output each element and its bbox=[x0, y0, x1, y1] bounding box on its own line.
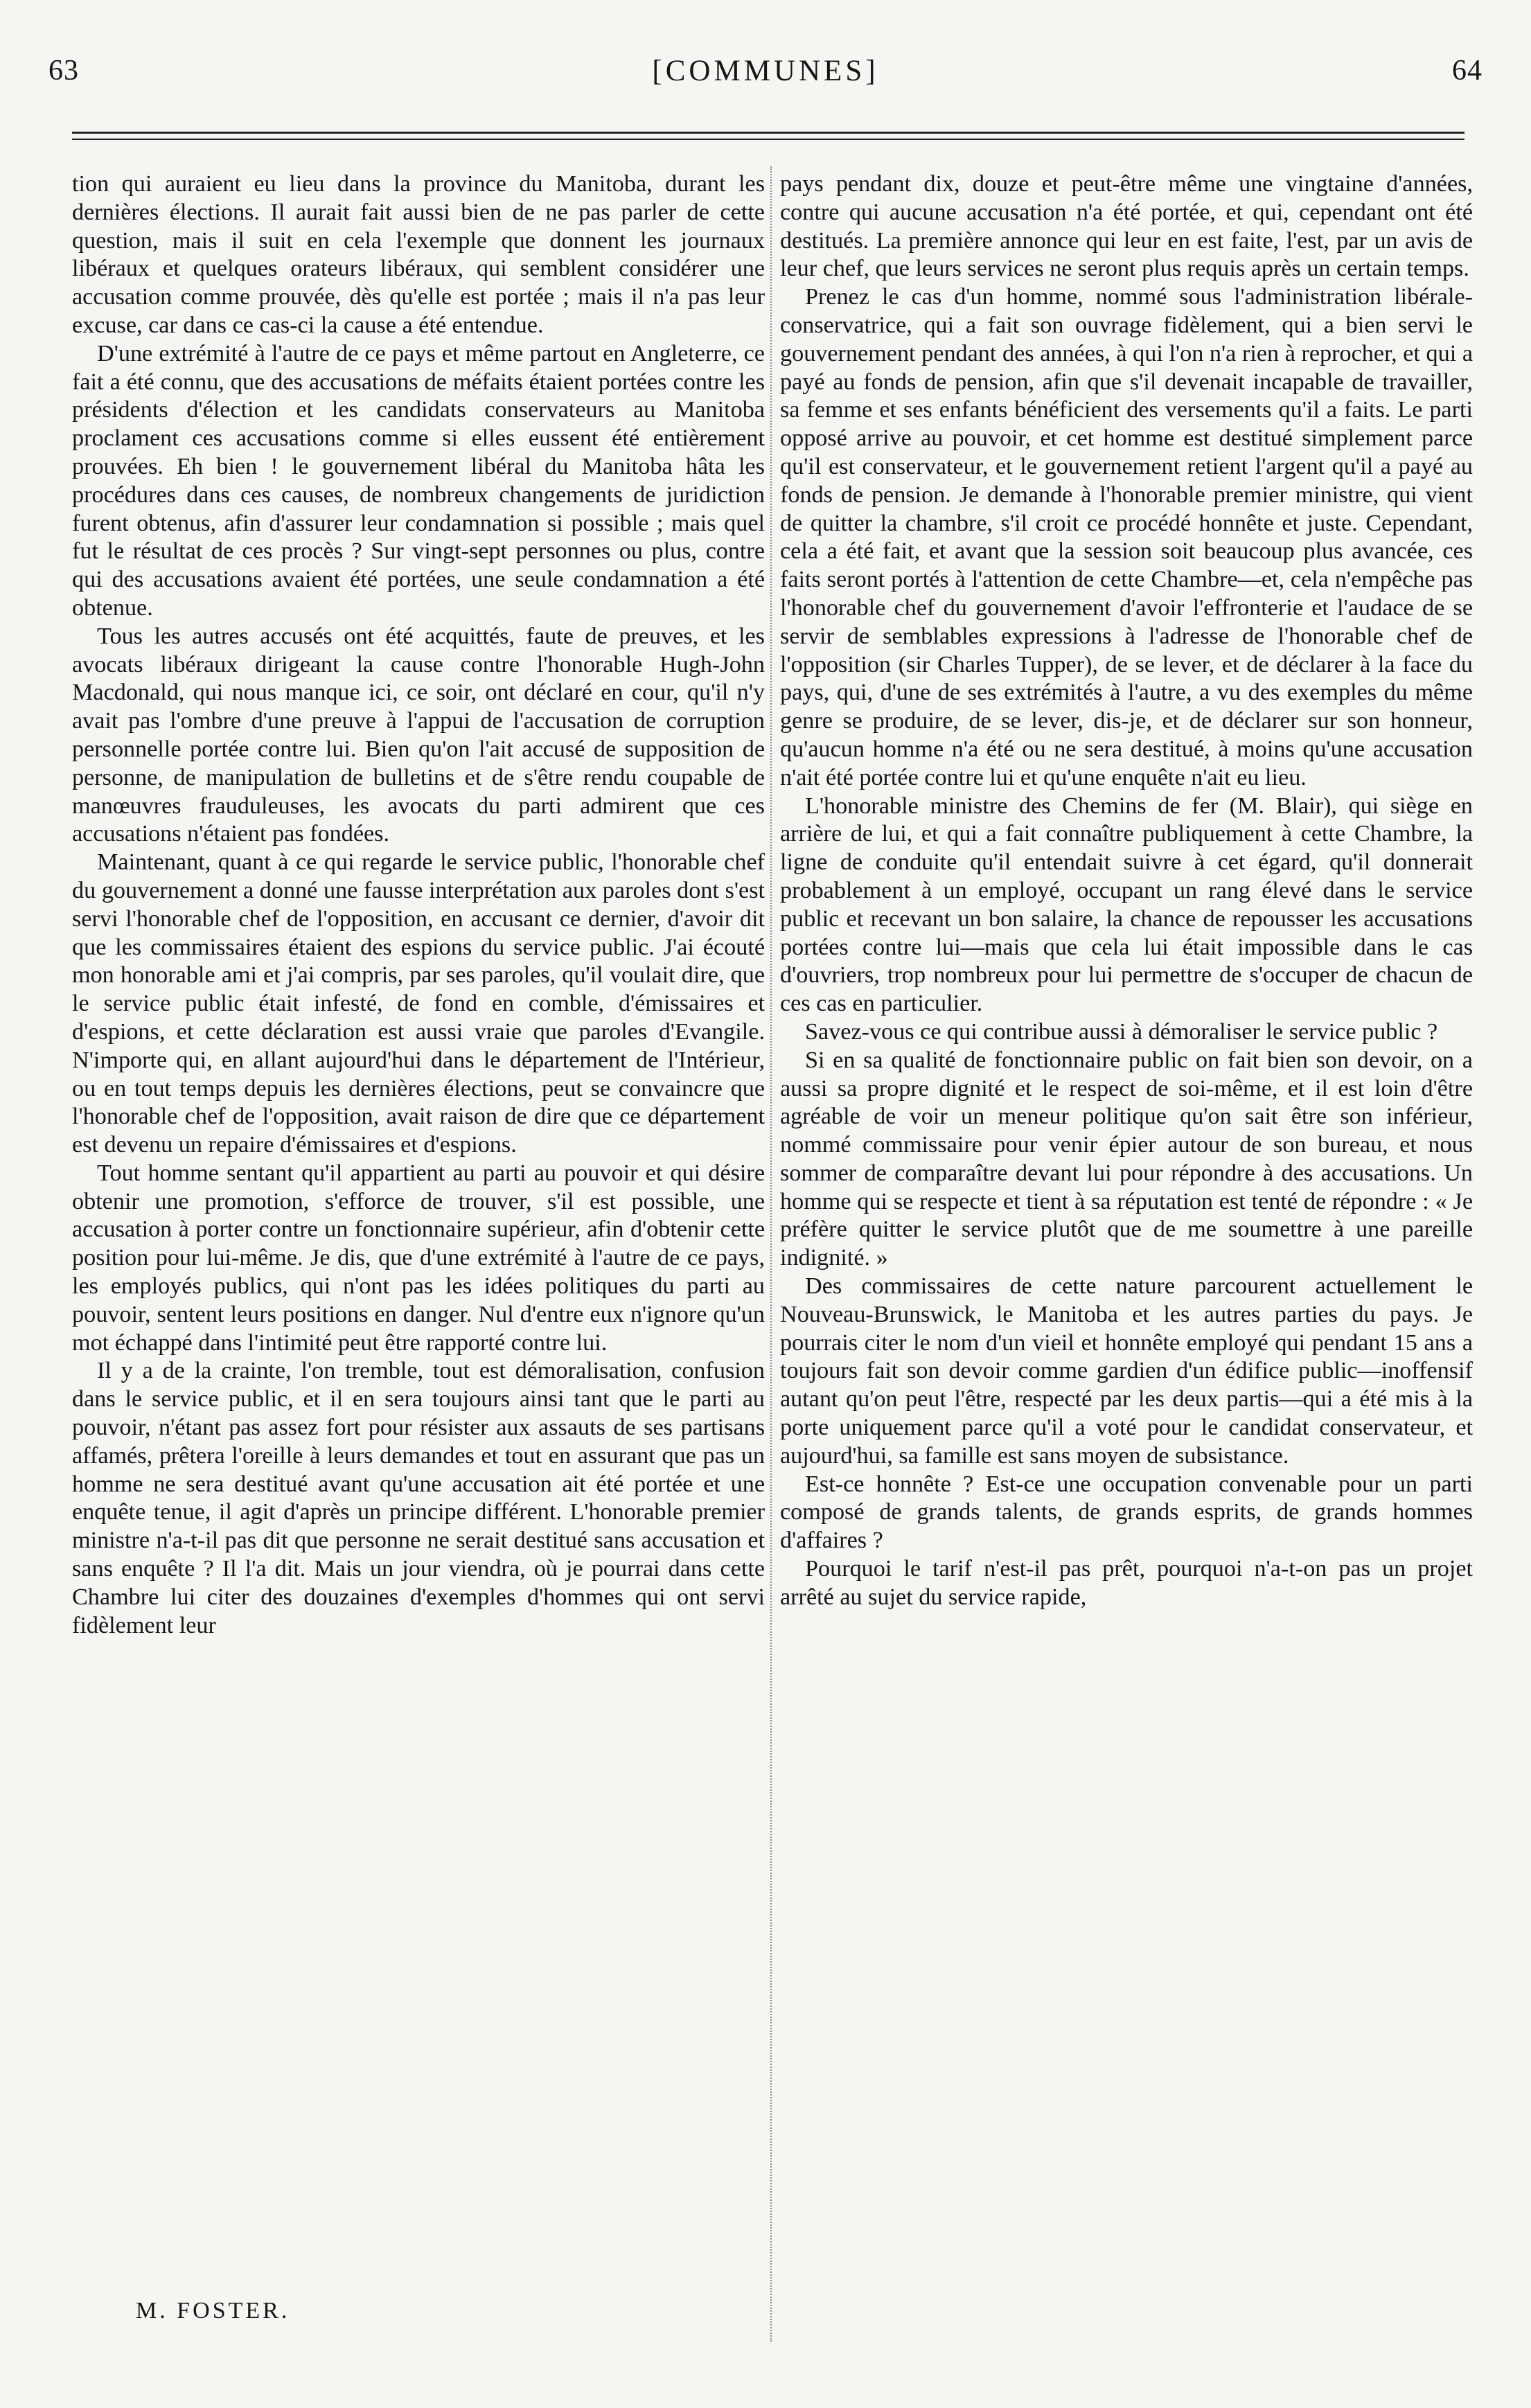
paragraph: Pourquoi le tarif n'est-il pas prêt, pourquoi n'a-t-on pas un projet arrêté au sujet du service rapide, bbox=[780, 1556, 1473, 1610]
paragraph: pays pendant dix, douze et peut-être même une vingtaine d'années, contre qui aucune accusation n'a été portée, et qui, cependant ont été destitués. La première annonce qui leur en est faite, l'est, par un avis de leur chef, que leurs services ne seront plus requis après un certain temps. bbox=[780, 171, 1473, 282]
paragraph: tion qui auraient eu lieu dans la province du Manitoba, durant les dernières élections. Il aurait fait aussi bien de ne pas parler de cette question, mais il suit en cela l'exemple que donnent les journaux libéraux et quelques orateurs libéraux, qui semblent considérer une accusation comme prouvée, dès qu'elle est portée ; mais il n'a pas leur excuse, car dans ce cas-ci la cause a été entendue. bbox=[72, 171, 765, 338]
left-column bbox=[72, 170, 765, 1640]
right-column bbox=[780, 170, 1473, 1612]
paragraph: L'honorable ministre des Chemins de fer (M. Blair), qui siège en arrière de lui, et qui a fait connaître publiquement à cette Chambre, la ligne de conduite qu'il entendait suivre à cet égard, qu'il donnerait probablement à un employé, occupant un rang élevé dans le service public et recevant un bon salaire, la chance de repousser les accusations portées contre lui—mais que cela lui était impossible dans le cas d'ouvriers, trop nombreux pour lui permettre de s'occuper de chacun de ces cas en particulier. bbox=[780, 793, 1473, 1017]
paragraph: D'une extrémité à l'autre de ce pays et même partout en Angleterre, ce fait a été connu, que des accusations de méfaits étaient portées contre les présidents d'élection et les candidats conservateurs au Manitoba proclament ces accusations comme si elles eussent été entièrement prouvées. Eh bien ! le gouvernement libéral du Manitoba hâta les procédures dans ces causes, de nombreux changements de juridiction furent obtenus, afin d'assurer leur condamnation si possible ; mais quel fut le résultat de ces procès ? Sur vingt-sept personnes ou plus, contre qui des accusations avaient été portées, une seule condamnation a été obtenue. bbox=[72, 340, 765, 621]
paragraph: Tout homme sentant qu'il appartient au parti au pouvoir et qui désire obtenir une promotion, s'efforce de trouver, s'il est possible, une accusation à porter contre un fonctionnaire supérieur, afin d'obtenir cette position pour lui-même. Je dis, que d'une extrémité à l'autre de ce pays, les employés publics, qui n'ont pas les idées politiques du parti au pouvoir, sentent leurs positions en danger. Nul d'entre eux n'ignore qu'un mot échappé dans l'intimité peut être rapporté contre lui. bbox=[72, 1160, 765, 1356]
header-rule-thick bbox=[72, 132, 1464, 134]
column-divider bbox=[770, 166, 772, 2341]
paragraph: Tous les autres accusés ont été acquittés, faute de preuves, et les avocats libéraux dirigeant la cause contre l'honorable Hugh-John Macdonald, qui nous manque ici, ce soir, ont déclaré en cour, qu'il n'y avait pas l'ombre d'une preuve à l'appui de l'accusation de corruption personnelle portée contre lui. Bien qu'on l'ait accusé de supposition de personne, de manipulation de bulletins et de s'être rendu coupable de manœuvres frauduleuses, les avocats du parti admirent que ces accusations n'étaient pas fondées. bbox=[72, 623, 765, 847]
paragraph: Savez-vous ce qui contribue aussi à démoraliser le service public ? bbox=[805, 1018, 1438, 1045]
page-number-right: 64 bbox=[1452, 55, 1483, 87]
page-header bbox=[48, 54, 1483, 103]
speaker-signature: M. FOSTER. bbox=[136, 2298, 290, 2323]
header-rule-thin bbox=[72, 139, 1464, 140]
paragraph: Des commissaires de cette nature parcourent actuellement le Nouveau-Brunswick, le Manitoba et les autres parties du pays. Je pourrais citer le nom d'un vieil et honnête employé qui pendant 15 ans a toujours fait son devoir comme gardien d'un édifice public—inoffensif autant qu'on peut l'être, respecté par les deux partis—qui a été mis à la porte uniquement parce qu'il a voté pour le candidat conservateur, et aujourd'hui, sa famille est sans moyen de subsistance. bbox=[780, 1273, 1473, 1469]
paragraph: Prenez le cas d'un homme, nommé sous l'administration libérale-conservatrice, qui a fait son ouvrage fidèlement, qui a bien servi le gouvernement pendant des années, à qui l'on n'a rien à reprocher, et qui a payé au fonds de pension, afin que s'il devenait incapable de travailler, sa femme et ses enfants bénéficient des versements qu'il a faits. Le parti opposé arrive au pouvoir, et cet homme est destitué simplement parce qu'il est conservateur, et le gouvernement retient l'argent qu'il a payé au fonds de pension. Je demande à l'honorable premier ministre, qui vient de quitter la chambre, s'il croit ce procédé honnête et juste. Cependant, cela a été fait, et avant que la session soit beaucoup plus avancée, ces faits seront portés à l'attention de cette Chambre—et, cela n'empêche pas l'honorable chef du gouvernement d'avoir l'effronterie et l'audace de se servir de semblables expressions à l'adresse de l'honorable chef de l'opposition (sir Charles Tupper), de se lever, et de déclarer à la face du pays, qui, d'une de ses extrémités à l'autre, a vu des exemples du même genre se produire, de se lever, dis-je, et de déclarer sur son honneur, qu'aucun homme n'a été ou ne sera destitué, à moins qu'une accusation n'ait été portée contre lui et qu'une enquête n'ait eu lieu. bbox=[780, 284, 1473, 790]
paragraph: Si en sa qualité de fonctionnaire public on fait bien son devoir, on a aussi sa propre dignité et le respect de soi-même, et il est loin d'être agréable de voir un meneur politique qu'on sait être son inférieur, nommé commissaire pour venir épier autour de son bureau, et nous sommer de comparaître devant lui pour répondre à des accusations. Un homme qui se respecte et tient à sa réputation est tenté de répondre : « Je préfère quitter le service plutôt que de me soumettre à une pareille indignité. » bbox=[780, 1047, 1473, 1271]
page-number-left: 63 bbox=[48, 55, 79, 87]
paragraph: Il y a de la crainte, l'on tremble, tout est démoralisation, confusion dans le service public, et il en sera toujours ainsi tant que le parti au pouvoir, n'étant pas assez fort pour résister aux assauts de ses partisans affamés, prêtera l'oreille à leurs demandes et tout en assurant que pas un homme ne sera destitué avant qu'une accusation ait été portée et une enquête tenue, il agit d'après un principe différent. L'honorable premier ministre n'a-t-il pas dit que personne ne serait destitué sans accusation et sans enquête ? Il l'a dit. Mais un jour viendra, où je pourrai dans cette Chambre lui citer des douzaines d'exemples d'hommes qui ont servi fidèlement leur bbox=[72, 1358, 765, 1638]
paragraph: Est-ce honnête ? Est-ce une occupation convenable pour un parti composé de grands talents, de grands esprits, de grands hommes d'affaires ? bbox=[780, 1471, 1473, 1554]
header-title: [COMMUNES] bbox=[652, 55, 879, 87]
paragraph: Maintenant, quant à ce qui regarde le service public, l'honorable chef du gouvernement a donné une fausse interprétation aux paroles dont s'est servi l'honorable chef de l'opposition, en accusant ce dernier, d'avoir dit que les commissaires étaient des espions du service public. J'ai écouté mon honorable ami et j'ai compris, par ses paroles, qu'il voulait dire, que le service public était infesté, de fond en comble, d'émissaires et d'espions, et cette déclaration est aussi vraie que paroles d'Evangile. N'importe qui, en allant aujourd'hui dans le département de l'Intérieur, ou en tout temps depuis les dernières élections, peut se convaincre que l'honorable chef de l'opposition, avait raison de dire que ce département est devenu un repaire d'émissaires et d'espions. bbox=[72, 849, 765, 1158]
